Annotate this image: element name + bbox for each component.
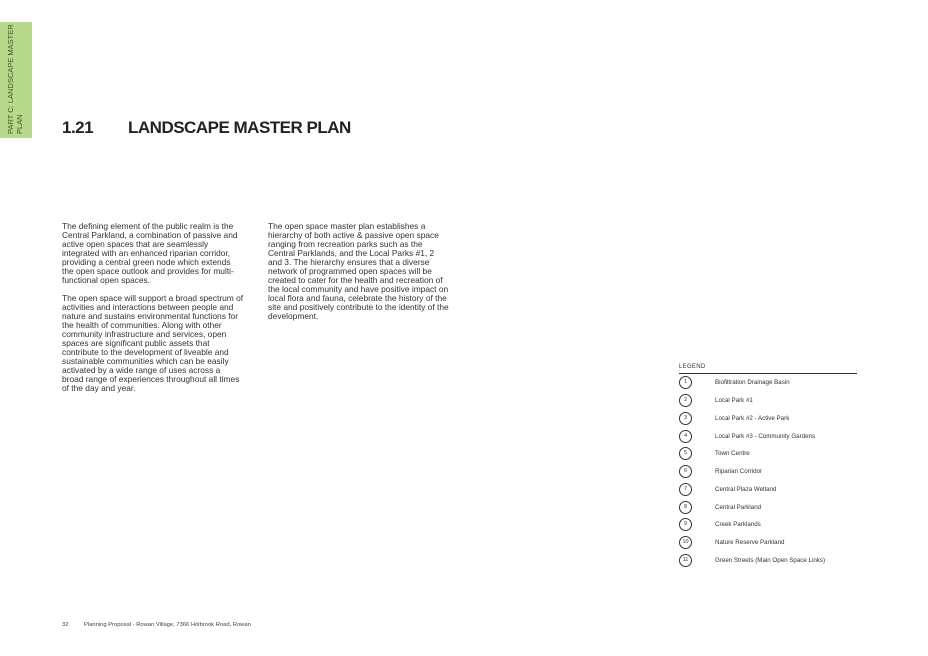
legend-number-badge: 8 [679,501,692,514]
paragraph: The open space will support a broad spectrum of activities and interactions between people and nature and sustains environmental functions for the health of communities. Along with other community infrastructure and services, open spaces are significant public assets that contribute to the development of liveable and sustainable communities which can be easily activated by a wide range of uses across a broad range of experiences throughout all times of the day and year. [62,293,244,393]
legend-label: Biofiltration Drainage Basin [715,379,790,387]
legend-item [679,534,857,552]
legend-item [679,516,857,534]
legend-number-badge: 9 [679,518,692,531]
legend-title: LEGEND [679,364,857,374]
legend-label: Creek Parklands [715,521,761,529]
legend-label: Town Centre [715,450,750,458]
page-title: LANDSCAPE MASTER PLAN [128,118,351,137]
legend-label: Local Park #1 [715,397,753,405]
legend [679,364,857,569]
legend-item [679,392,857,410]
section-number: 1.21 [62,118,94,137]
legend-number-badge: 2 [679,394,692,407]
legend-label: Nature Reserve Parkland [715,539,785,547]
legend-item [679,552,857,570]
text-column-2 [268,222,450,330]
legend-number-badge: 5 [679,447,692,460]
legend-item [679,498,857,516]
legend-item [679,445,857,463]
legend-number-badge: 11 [679,554,692,567]
legend-number-badge: 6 [679,465,692,478]
legend-number-badge: 4 [679,430,692,443]
document-title: Planning Proposal - Rowan Village, 7366 Holbrook Road, Rowan [84,622,251,628]
legend-item [679,427,857,445]
legend-label: Central Parkland [715,503,762,511]
legend-label: Local Park #2 - Active Park [715,414,790,422]
legend-item [679,374,857,392]
side-tab-label: PART C: LANDSCAPE MASTER PLAN [6,24,24,134]
legend-label: Riparian Corridor [715,468,763,476]
page-number: 32 [62,622,69,628]
legend-label: Central Plaza Wetland [715,485,777,493]
legend-number-badge: 1 [679,376,692,389]
legend-item [679,481,857,499]
legend-number-badge: 10 [679,536,692,549]
legend-number-badge: 3 [679,412,692,425]
text-column-1 [62,222,244,402]
legend-label: Local Park #3 - Community Gardens [715,432,816,440]
legend-item [679,410,857,428]
legend-number-badge: 7 [679,483,692,496]
legend-label: Green Streets (Main Open Space Links) [715,556,826,564]
legend-item [679,463,857,481]
paragraph: The defining element of the public realm is the Central Parkland, a combination of passive and active open spaces that are seamlessly integrated with an enhanced riparian corridor, providing a central green node which extends the open space outlook and provides for multi-functional open spaces. [62,221,238,285]
paragraph: The open space master plan establishes a hierarchy of both active & passive open space ranging from recreation parks such as the Central Parklands, and the Local Parks #1, 2 and 3. The hierarchy ensures that a diverse network of programmed open spaces will be created to cater for the health and recreation of the local community and have positive impact on local flora and fauna, celebrate the history of the site and positively contribute to the identity of the development. [268,221,449,321]
